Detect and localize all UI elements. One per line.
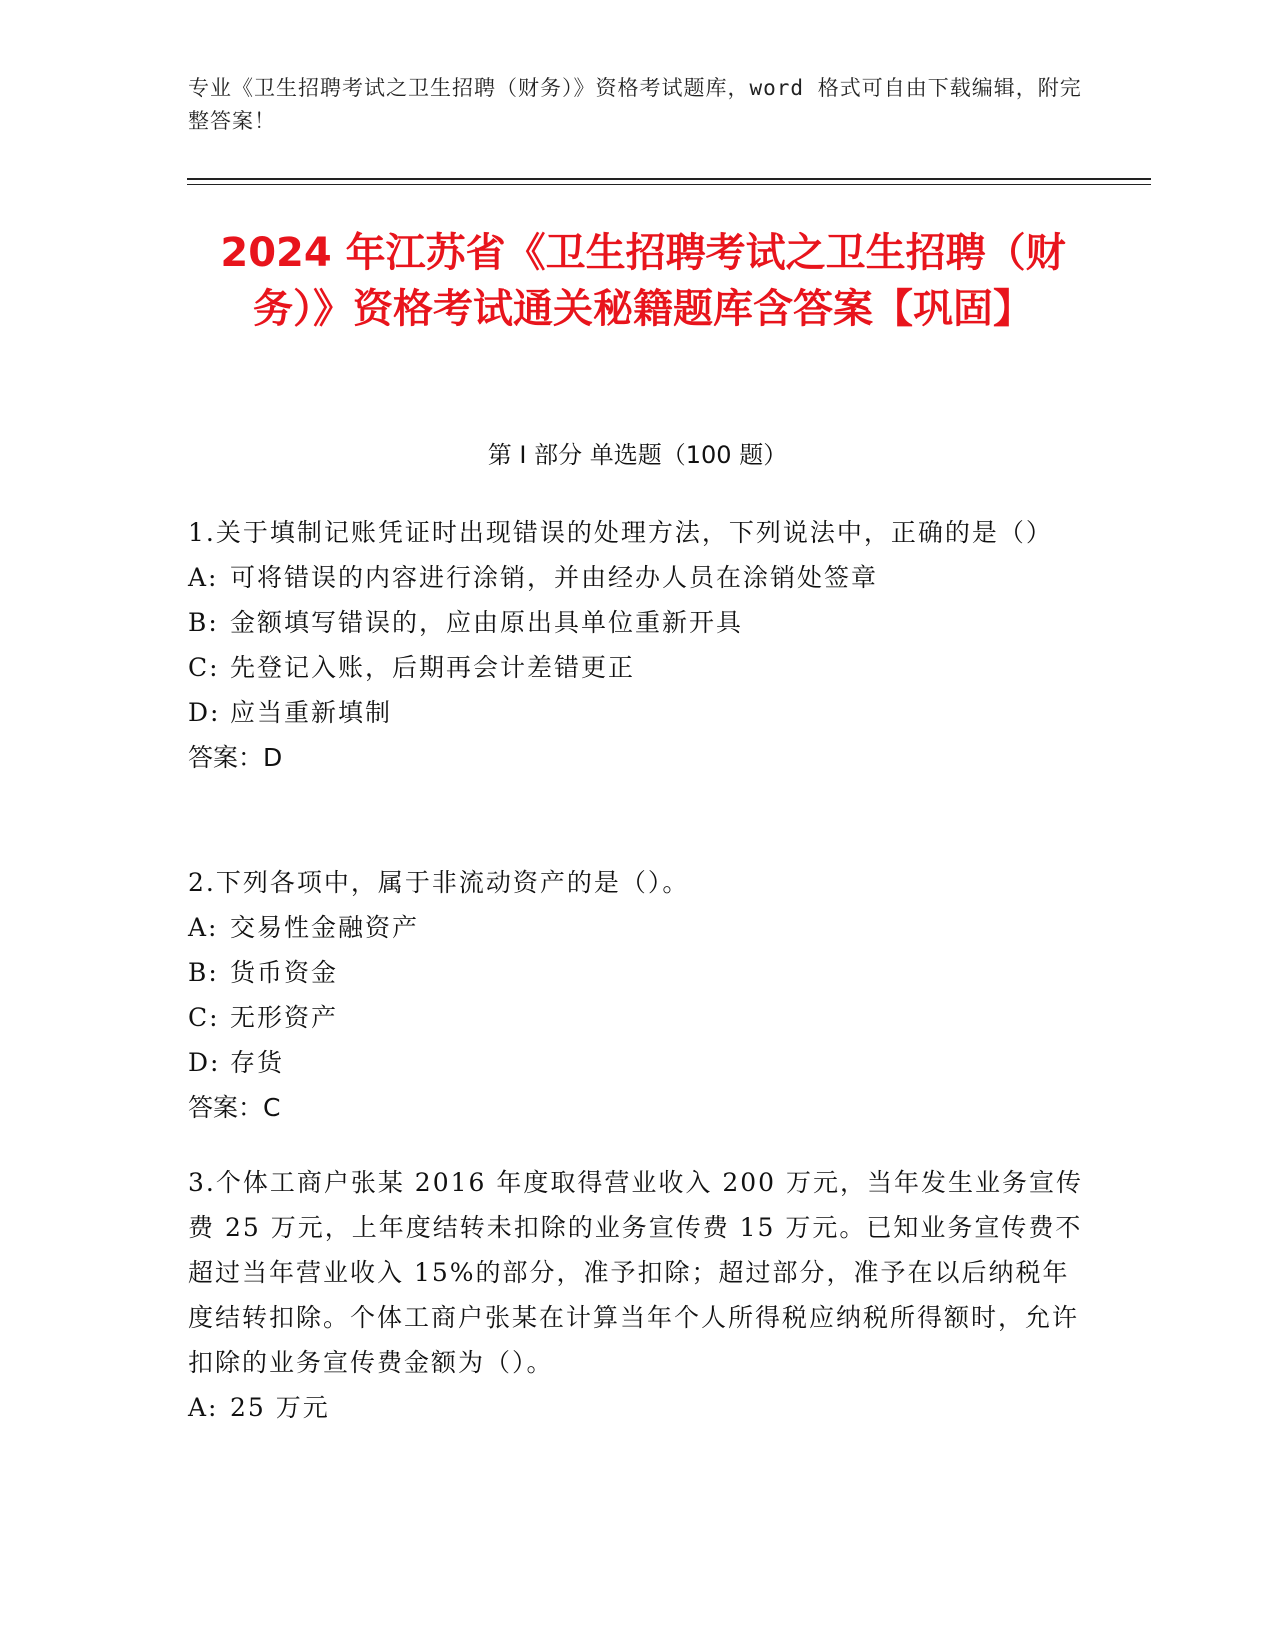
option-d (188, 1040, 1088, 1085)
header-divider-thin (187, 184, 1151, 185)
option-text: 可将错误的内容进行涂销，并由经办人员在涂销处签章 (230, 563, 879, 592)
option-letter: A: (188, 563, 219, 592)
question-1 (188, 510, 1088, 780)
question-stem: 3.个体工商户张某 2016 年度取得营业收入 200 万元，当年发生业务宣传费 25 万元，上年度结转未扣除的业务宣传费 15 万元。已知业务宣传费不超过当年营业收入 15%的部分，准予扣除；超过部分，准予在以后纳税年度结转扣除。个体工商户张某在计算当年个人所得税应纳税所得额时，允许扣除的业务宣传费金额为（）。 (188, 1168, 1083, 1377)
option-text: 存货 (230, 1048, 285, 1077)
header-note: 专业《卫生招聘考试之卫生招聘（财务）》资格考试题库，word 格式可自由下载编辑，附完整答案！ (188, 76, 1082, 133)
option-letter: C: (188, 653, 220, 682)
option-a (188, 1385, 1088, 1430)
option-letter: A: (188, 913, 219, 942)
section-heading: 第 I 部分 单选题（100 题） (487, 441, 788, 469)
option-letter: D: (188, 698, 221, 727)
option-c (188, 995, 1088, 1040)
header-divider-thick (187, 178, 1151, 180)
option-letter: C: (188, 1003, 220, 1032)
option-a (188, 905, 1088, 950)
option-a (188, 555, 1088, 600)
option-text: 25 万元 (230, 1393, 330, 1422)
question-2 (188, 860, 1088, 1130)
option-letter: D: (188, 1048, 221, 1077)
question-3 (188, 1160, 1088, 1430)
option-d (188, 690, 1088, 735)
option-text: 金额填写错误的，应由原出具单位重新开具 (230, 608, 744, 637)
option-b (188, 950, 1088, 995)
option-c (188, 645, 1088, 690)
option-letter: B: (188, 608, 219, 637)
option-text: 先登记入账，后期再会计差错更正 (230, 653, 636, 682)
answer: 答案：D (188, 743, 283, 772)
option-text: 无形资产 (230, 1003, 339, 1032)
question-stem: 1.关于填制记账凭证时出现错误的处理方法，下列说法中，正确的是（） (188, 518, 1053, 547)
document-title: 2024 年江苏省《卫生招聘考试之卫生招聘（财务）》资格考试通关秘籍题库含答案【巩固】 (220, 230, 1066, 332)
option-b (188, 600, 1088, 645)
question-stem: 2.下列各项中，属于非流动资产的是（）。 (188, 868, 690, 897)
option-letter: A: (188, 1393, 219, 1422)
option-text: 应当重新填制 (230, 698, 393, 727)
option-text: 交易性金融资产 (230, 913, 420, 942)
option-letter: B: (188, 958, 219, 987)
option-text: 货币资金 (230, 958, 339, 987)
answer: 答案：C (188, 1093, 281, 1122)
